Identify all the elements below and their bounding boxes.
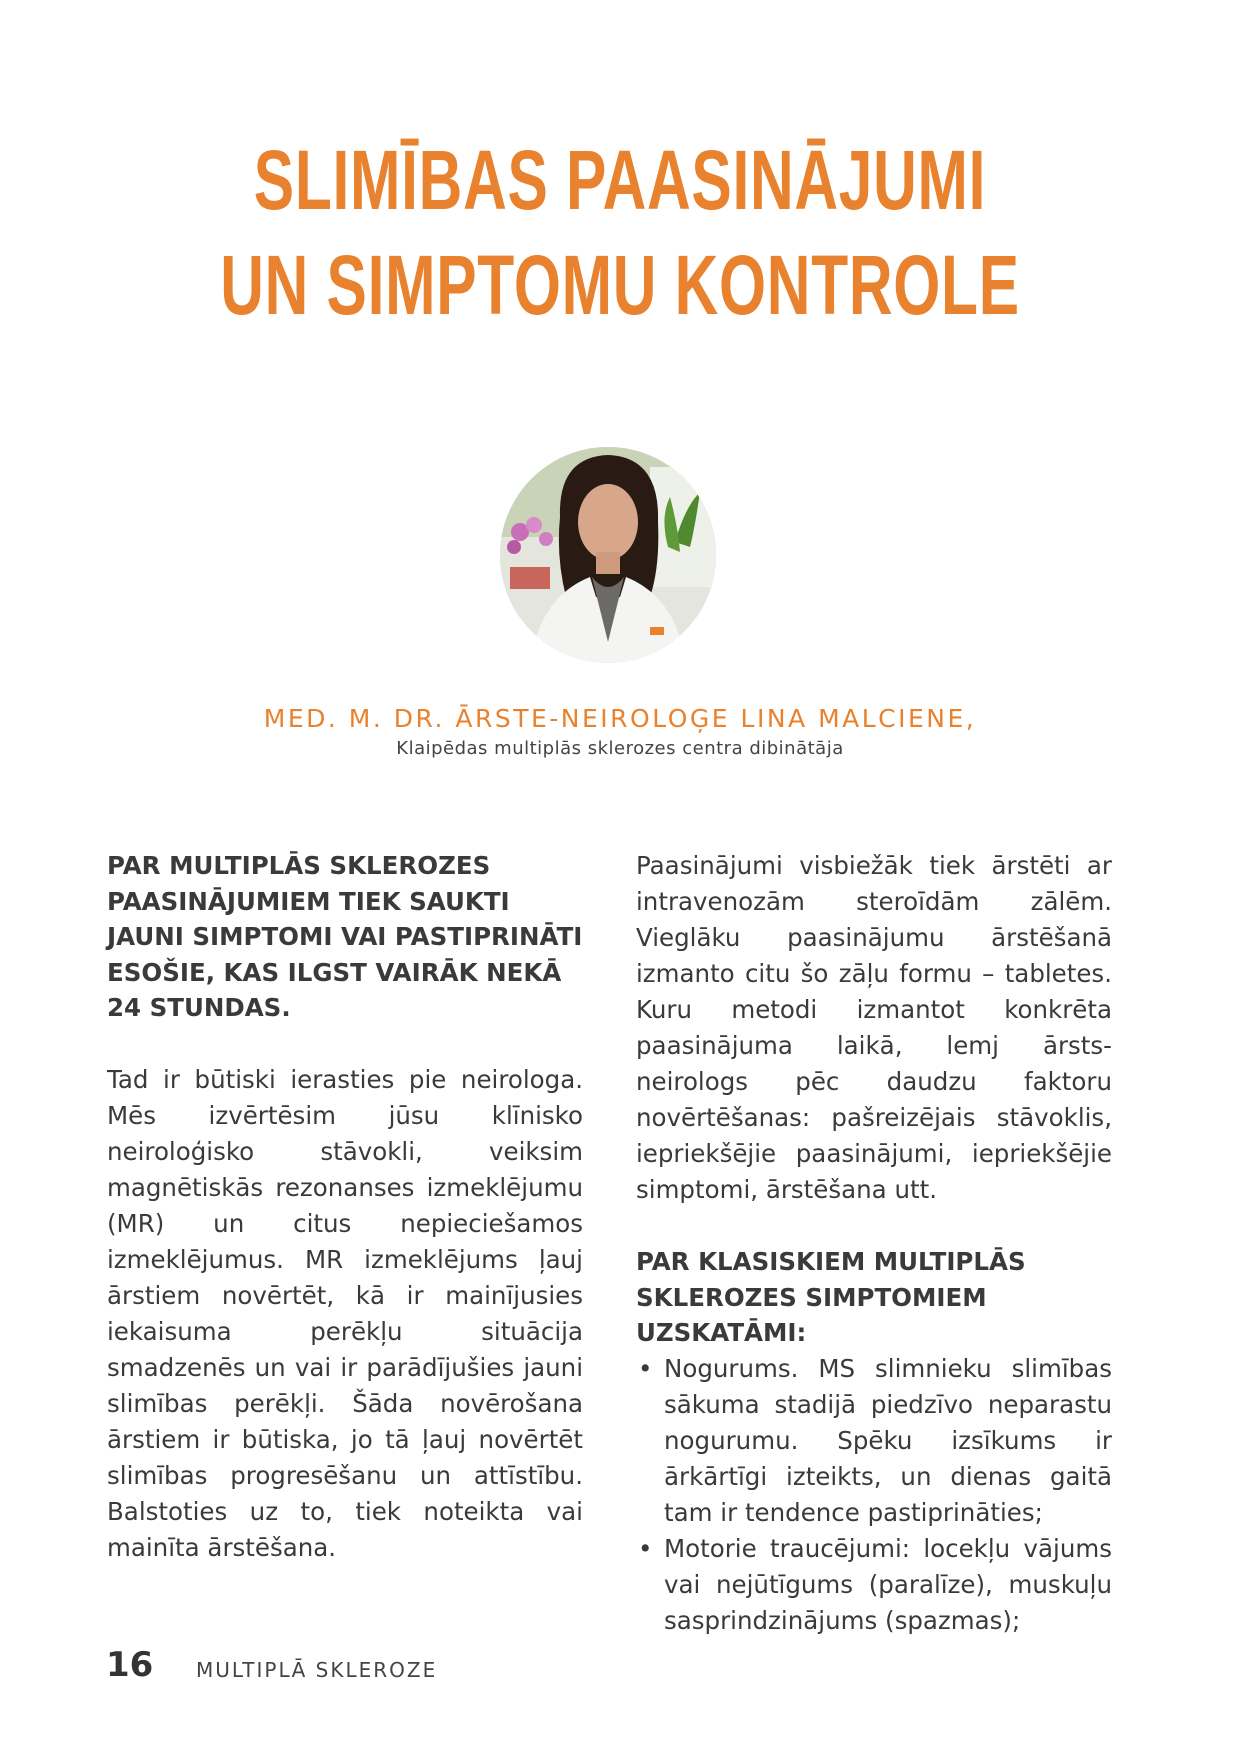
author-name: MED. M. DR. ĀRSTE-NEIROLOĢE LINA MALCIENE, (263, 704, 977, 733)
symptoms-list (636, 1351, 1112, 1639)
title-line-2: UN SIMPTOMU KONTROLE (220, 238, 1020, 332)
bullet-icon: • (638, 1533, 653, 1563)
author-role: Klaipēdas multiplās sklerozes centra dibinātāja (396, 738, 844, 759)
bullet-icon: • (638, 1353, 653, 1383)
right-column (636, 848, 1112, 1639)
author-photo (500, 447, 716, 663)
left-column (107, 848, 583, 1566)
left-paragraph: Tad ir būtiski ierasties pie neirologa. Mēs izvērtēsim jūsu klīnisko neiroloģisko stāvokli, veiksim magnētiskās rezonanses izmeklējumu (MR) un citus nepieciešamos izmeklējumus. MR izmeklējums ļauj ārstiem novērtēt, kā ir mainījusies iekaisuma perēkļu situācija smadzenēs un vai ir parādījušies jauni slimības perēkļi. Šāda novērošana ārstiem ir būtiska, jo tā ļauj novērtēt slimības progresēšanu un attīstību. Balstoties uz to, tiek noteikta vai mainīta ārstēšana. (107, 1064, 583, 1562)
symptoms-heading: PAR KLASISKIEM MULTIPLĀS SKLEROZES SIMPTOMIEM UZSKATĀMI: (636, 1247, 1026, 1347)
page-title (174, 128, 1067, 338)
intro-heading: PAR MULTIPLĀS SKLEROZES PAASINĀJUMIEM TIEK SAUKTI JAUNI SIMPTOMI VAI PASTIPRINĀTI ESOŠIE, KAS ILGST VAIRĀK NEKĀ 24 STUNDAS. (107, 851, 583, 1022)
list-item-text: Motorie traucējumi: locekļu vājums vai nejūtīgums (paralīze), muskuļu sasprindzinājums (spazmas); (664, 1533, 1112, 1635)
list-item (636, 1351, 1112, 1531)
list-item-text: Nogurums. MS slimnieku slimības sākuma stadijā piedzīvo neparastu nogurumu. Spēku izsīkums ir ārkārtīgi izteikts, un dienas gaitā tam ir tendence pastiprināties; (664, 1353, 1112, 1527)
title-line-1: SLIMĪBAS PAASINĀJUMI (253, 133, 987, 227)
running-footer: MULTIPLĀ SKLEROZE (196, 1658, 438, 1682)
list-item (636, 1531, 1112, 1639)
right-paragraph: Paasinājumi visbiežāk tiek ārstēti ar intravenozām steroīdām zālēm. Vieglāku paasinājumu ārstēšanā izmanto citu šo zāļu formu – tabletes. Kuru metodi izmantot konkrēta paasinājuma laikā, lemj ārsts-neirologs pēc daudzu faktoru novērtēšanas: pašreizējais stāvoklis, iepriekšējie paasinājumi, iepriekšējie simptomi, ārstēšana utt. (636, 851, 1112, 1204)
page-number: 16 (106, 1645, 154, 1685)
